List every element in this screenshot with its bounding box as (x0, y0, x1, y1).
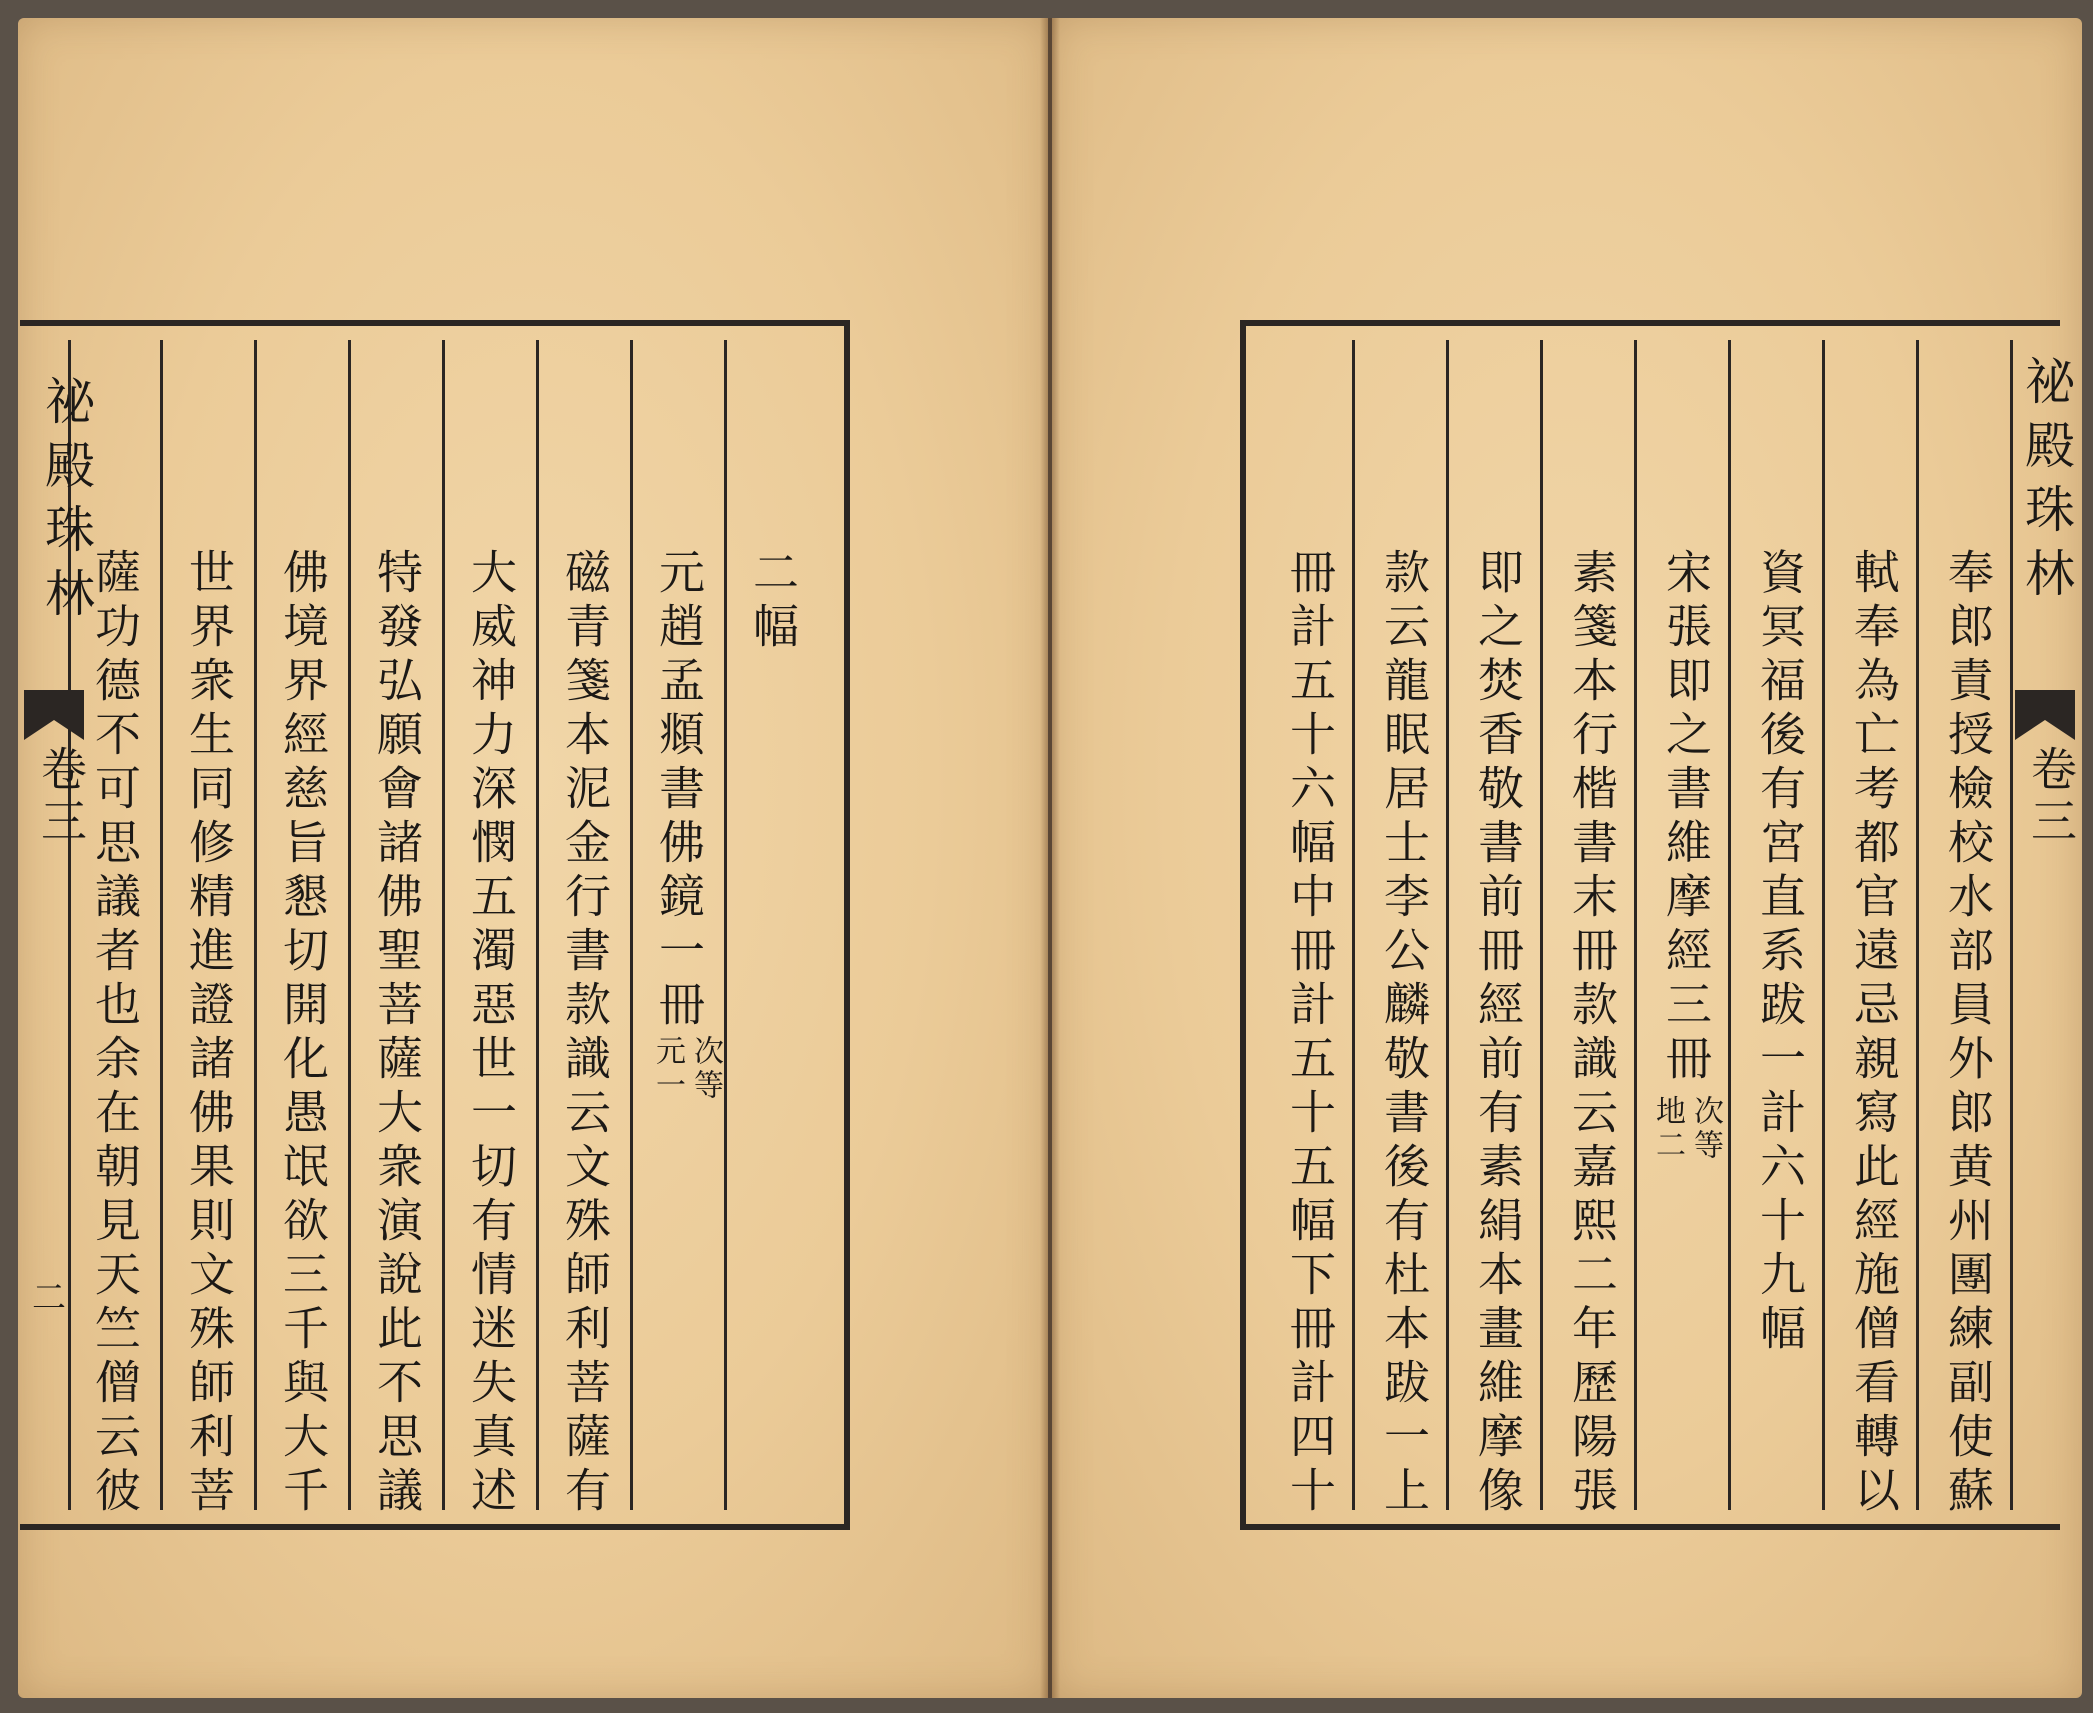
column-rule (1446, 340, 1449, 1510)
grade-note: 地二 (1650, 1095, 1685, 1163)
right-juan-label: 卷三 (2024, 745, 2078, 849)
column-rule (442, 340, 445, 1510)
column-rule (1634, 340, 1637, 1510)
book-gutter (1040, 18, 1060, 1698)
text-column: 素箋本行楷書末冊款識云嘉熙二年歷陽張 (1565, 548, 1619, 1520)
column-rule (1822, 340, 1825, 1510)
text-column: 即之焚香敬書前冊經前有素絹本畫維摩像 (1471, 548, 1525, 1520)
text-column: 世界衆生同修精進證諸佛果則文殊師利菩 (182, 548, 236, 1520)
right-margin-title: 祕殿珠林 (2017, 355, 2075, 611)
text-column: 二幅 (746, 548, 800, 656)
grade-note: 次等 (1688, 1095, 1723, 1163)
left-folio-number: 二 (32, 1278, 66, 1318)
left-margin-title: 祕殿珠林 (37, 375, 95, 631)
column-rule (724, 340, 727, 1510)
text-column: 冊計五十六幅中冊計五十五幅下冊計四十 (1283, 548, 1337, 1520)
left-text-frame (20, 320, 850, 1530)
column-rule (536, 340, 539, 1510)
column-rule (160, 340, 163, 1510)
text-column: 佛境界經慈旨懇切開化愚氓欲三千與大千 (276, 548, 330, 1520)
grade-note: 次等 (688, 1035, 723, 1103)
column-rule (1728, 340, 1731, 1510)
text-column: 款云龍眠居士李公麟敬書後有杜本跋一上 (1377, 548, 1431, 1520)
text-column: 薩功德不可思議者也余在朝見天竺僧云彼 (88, 548, 142, 1520)
grade-note: 元一 (650, 1035, 685, 1103)
text-column: 宋張即之書維摩經三冊 (1659, 548, 1713, 1088)
left-juan-label: 卷三 (34, 745, 88, 849)
column-rule (1352, 340, 1355, 1510)
text-column: 奉郎責授檢校水部員外郎黄州團練副使蘇 (1941, 548, 1995, 1520)
text-column: 軾奉為亡考都官遠忌親寫此經施僧看轉以 (1847, 548, 1901, 1520)
text-column: 特發弘願會諸佛聖菩薩大衆演說此不思議 (370, 548, 424, 1520)
text-column: 資冥福後有宮直系跋一計六十九幅 (1753, 548, 1807, 1358)
text-column: 大威神力深憫五濁惡世一切有情迷失真述 (464, 548, 518, 1520)
text-column: 元趙孟頫書佛鏡一冊 (652, 548, 706, 1034)
column-rule (254, 340, 257, 1510)
column-rule (1916, 340, 1919, 1510)
text-column: 磁青箋本泥金行書款識云文殊師利菩薩有 (558, 548, 612, 1520)
column-rule (1540, 340, 1543, 1510)
column-rule (630, 340, 633, 1510)
right-text-frame (1240, 320, 2060, 1530)
column-rule (348, 340, 351, 1510)
